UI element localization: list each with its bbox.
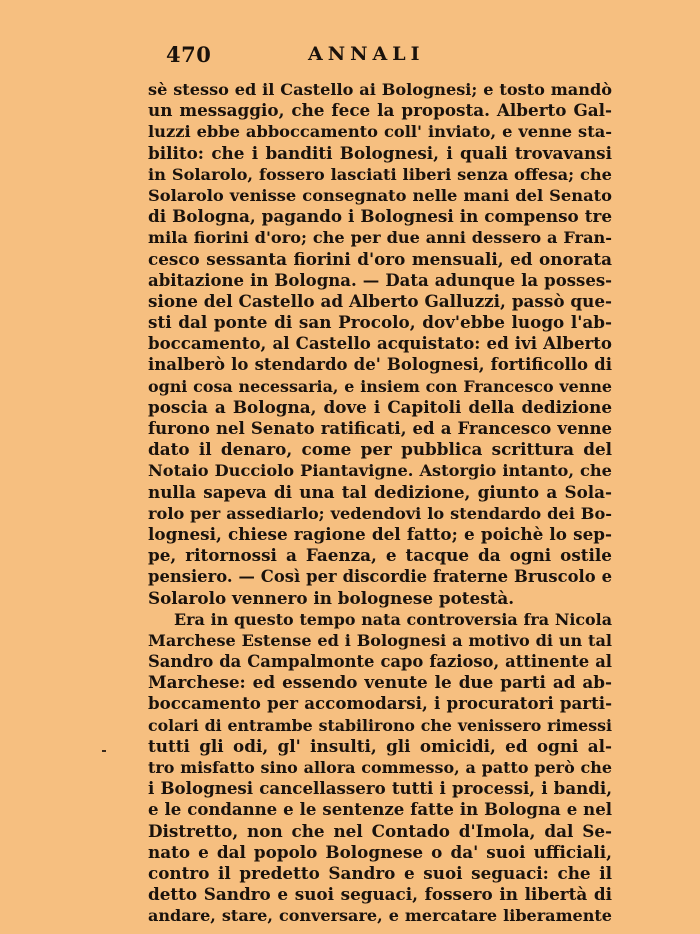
text-line: Solarolo vennero in bolognese potestà. bbox=[148, 587, 515, 608]
text-line: Marchese Estense ed i Bolognesi a motivo di un tal bbox=[148, 630, 612, 650]
text-line: pensiero. — Così per discordie fraterne Bruscolo e bbox=[148, 567, 612, 587]
text-line: lognesi, chiese ragione del fatto; e poichè lo sep- bbox=[148, 523, 612, 544]
text-line: mila fiorini d'oro; che per due anni dessero a Fran- bbox=[148, 228, 612, 248]
text-line: cesco sessanta fiorini d'oro mensuali, ed onorata bbox=[148, 248, 612, 269]
text-line: tutti gli odi, gl' insulti, gli omicidi, ed ogni al- bbox=[148, 735, 612, 756]
text-line: sti dal ponte di san Procolo, dov'ebbe luogo l'ab- bbox=[148, 312, 612, 333]
text-line: in Solarolo, fossero lasciati liberi senza offesa; che bbox=[148, 164, 612, 184]
page-number: 470 bbox=[166, 42, 212, 67]
text-line: bilito: che i banditi Bolognesi, i quali trovavansi bbox=[148, 142, 612, 163]
text-line: Solarolo venisse consegnato nelle mani del Senato bbox=[148, 185, 612, 205]
text-line: boccamento, al Castello acquistato: ed ivi Alberto bbox=[148, 333, 612, 354]
text-line: colari di entrambe stabilirono che venissero rimessi bbox=[148, 715, 612, 735]
text-line: nulla sapeva di una tal dedizione, giunto a Sola- bbox=[148, 481, 612, 502]
text-line: poscia a Bologna, dove i Capitoli della dedizione bbox=[148, 396, 612, 417]
text-line: e le condanne e le sentenze fatte in Bologna e nel bbox=[148, 799, 612, 820]
text-line: Marchese: ed essendo venute le due parti ad ab- bbox=[148, 672, 612, 693]
text-line: furono nel Senato ratificati, ed a Francesco venne bbox=[148, 418, 612, 438]
text-line: ogni cosa necessaria, e insiem con Francesco venne bbox=[148, 376, 612, 396]
text-line: abitazione in Bologna. — Data adunque la posses- bbox=[148, 269, 612, 290]
text-line: i Bolognesi cancellassero tutti i processi, i bandi, bbox=[148, 778, 612, 799]
text-line: di Bologna, pagando i Bolognesi in compenso tre bbox=[148, 206, 612, 227]
paragraph bbox=[148, 609, 612, 927]
text-line: contro il predetto Sandro e suoi seguaci: che il bbox=[148, 862, 612, 883]
text-line: boccamento per accomodarsi, i procuratori parti- bbox=[148, 693, 612, 714]
paragraph bbox=[148, 79, 612, 609]
text-line: andare, stare, conversare, e mercatare liberamente bbox=[148, 906, 612, 926]
text-line: Distretto, non che nel Contado d'Imola, dal Se- bbox=[148, 820, 612, 841]
text-line: detto Sandro e suoi seguaci, fossero in libertà di bbox=[148, 884, 612, 905]
text-line: pe, ritornossi a Faenza, e tacque da ogni ostile bbox=[148, 545, 612, 566]
body-text bbox=[148, 79, 612, 927]
text-line: un messaggio, che fece la proposta. Alberto Gal- bbox=[148, 100, 612, 121]
page-header bbox=[150, 42, 620, 68]
text-line: nato e dal popolo Bolognese o da' suoi ufficiali, bbox=[148, 841, 612, 862]
text-line: rolo per assediarlo; vedendovi lo stendardo dei Bo- bbox=[148, 503, 612, 523]
text-line: Notaio Ducciolo Piantavigne. Astorgio intanto, che bbox=[148, 461, 612, 481]
margin-mark bbox=[102, 750, 106, 752]
text-line: tro misfatto sino allora commesso, a patto però che bbox=[148, 758, 612, 777]
text-line: inalberò lo stendardo de' Bolognesi, fortificollo di bbox=[148, 354, 612, 375]
text-line: luzzi ebbe abboccamento coll' inviato, e venne sta- bbox=[148, 122, 612, 142]
text-line: dato il denaro, come per pubblica scrittura del bbox=[148, 439, 612, 460]
text-line: sè stesso ed il Castello ai Bolognesi; e tosto mandò bbox=[148, 80, 612, 99]
text-line: Era in questo tempo nata controversia fra Nicola bbox=[174, 609, 612, 629]
running-head: ANNALI bbox=[308, 43, 425, 65]
text-line: Sandro da Campalmonte capo fazioso, attinente al bbox=[148, 652, 612, 672]
text-line: sione del Castello ad Alberto Galluzzi, passò que- bbox=[148, 290, 612, 311]
